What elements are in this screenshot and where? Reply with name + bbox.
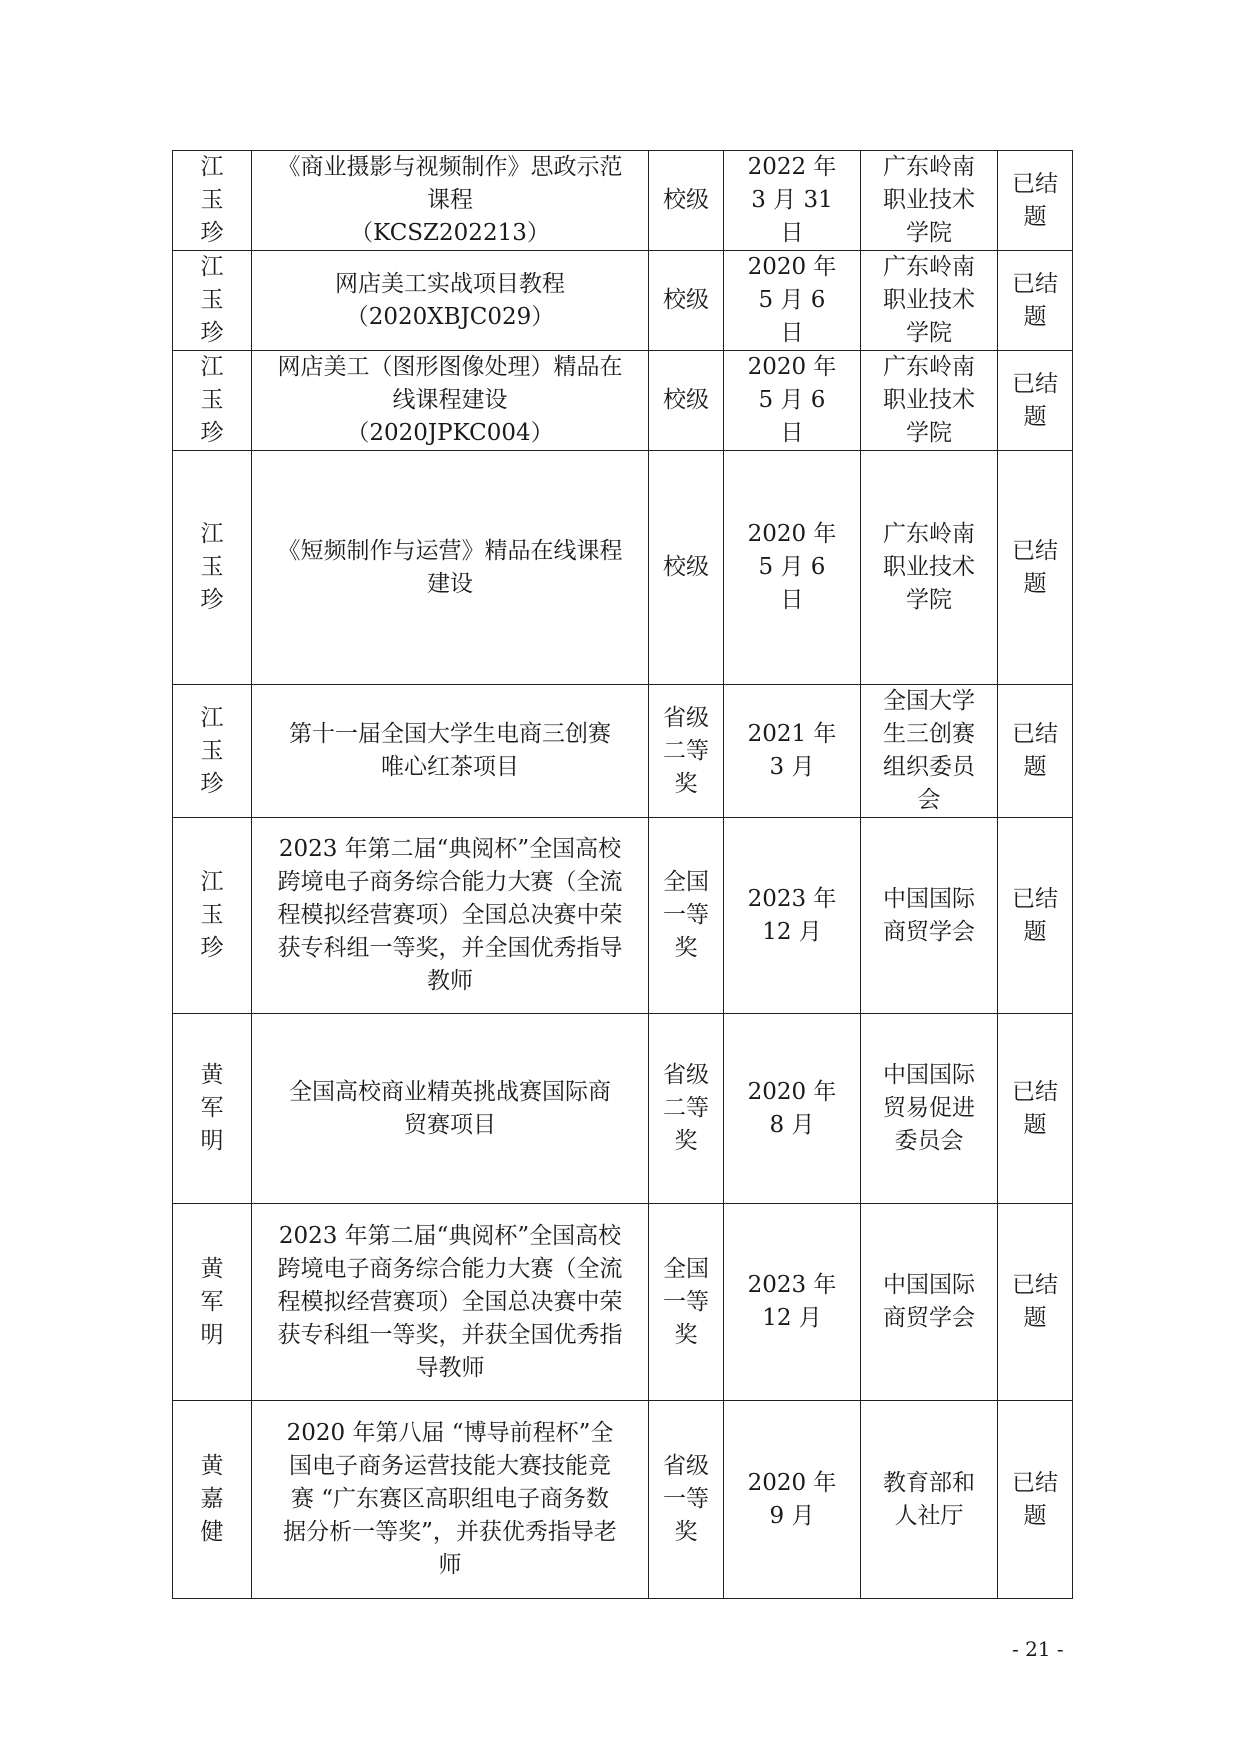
status-cell: 已结题 xyxy=(998,1204,1073,1401)
member-name: 江玉珍 xyxy=(200,254,224,346)
project-content-line: 教师 xyxy=(427,968,473,994)
table-row xyxy=(173,1014,1073,1204)
project-content-cell xyxy=(252,151,649,251)
project-content-cell xyxy=(252,451,649,685)
project-content-line: （2020XBJC029） xyxy=(345,303,555,330)
project-content-line: 导教师 xyxy=(415,1354,485,1381)
project-content-line: 全国高校商业精英挑战赛国际商 xyxy=(289,1078,611,1105)
member-name: 江玉珍 xyxy=(200,354,224,446)
member-name: 江玉珍 xyxy=(200,154,224,246)
project-content-line: 《商业摄影与视频制作》思政示范 xyxy=(277,154,623,180)
project-content-line: 2023 年第二届“典阅杯”全国高校 xyxy=(278,1222,622,1249)
level-cell: 省级一等奖 xyxy=(649,1401,724,1599)
table-row xyxy=(173,1401,1073,1599)
level-cell: 全国一等奖 xyxy=(649,1204,724,1401)
level-cell: 校级 xyxy=(649,351,724,451)
project-content-line: 跨境电子商务综合能力大赛（全流 xyxy=(277,869,623,895)
project-content-cell xyxy=(252,251,649,351)
status-cell: 已结题 xyxy=(998,251,1073,351)
member-name: 江玉珍 xyxy=(200,869,224,961)
member-name-cell xyxy=(173,685,252,818)
table-row xyxy=(173,1204,1073,1401)
project-content-cell xyxy=(252,1401,649,1599)
project-content-cell xyxy=(252,1204,649,1401)
status-cell: 已结题 xyxy=(998,1014,1073,1204)
project-table-body xyxy=(173,151,1073,1599)
organization-cell: 中国国际商贸学会 xyxy=(861,1204,998,1401)
member-name-cell xyxy=(173,151,252,251)
project-content-line: 获专科组一等奖，并全国优秀指导 xyxy=(277,935,623,961)
table-row xyxy=(173,818,1073,1014)
member-name: 黄嘉健 xyxy=(200,1453,224,1545)
member-name-cell xyxy=(173,351,252,451)
project-content-cell xyxy=(252,818,649,1014)
organization-cell: 广东岭南职业技术学院 xyxy=(861,351,998,451)
status-cell: 已结题 xyxy=(998,1401,1073,1599)
date-cell: 2020 年 9 月 xyxy=(724,1401,861,1599)
date-cell: 2020 年 5 月 6 日 xyxy=(724,451,861,685)
project-content-cell xyxy=(252,351,649,451)
project-content-line: 线课程建设 xyxy=(392,387,508,413)
status-cell: 已结题 xyxy=(998,351,1073,451)
member-name-cell xyxy=(173,1014,252,1204)
project-content-line: 据分析一等奖”，并获优秀指导老 xyxy=(283,1519,617,1545)
project-content-line: 网店美工实战项目教程 xyxy=(335,270,565,297)
status-cell: 已结题 xyxy=(998,685,1073,818)
organization-cell: 中国国际商贸学会 xyxy=(861,818,998,1014)
table-row xyxy=(173,685,1073,818)
level-cell: 校级 xyxy=(649,151,724,251)
member-name: 黄军明 xyxy=(200,1255,224,1348)
project-content-line: 获专科组一等奖，并获全国优秀指 xyxy=(277,1321,623,1348)
level-cell: 全国一等奖 xyxy=(649,818,724,1014)
project-content-cell xyxy=(252,1014,649,1204)
project-table xyxy=(172,150,1073,1599)
organization-cell: 广东岭南职业技术学院 xyxy=(861,251,998,351)
date-cell: 2023 年 12 月 xyxy=(724,818,861,1014)
member-name: 黄军明 xyxy=(200,1062,224,1154)
project-content-line: （2020JPKC004） xyxy=(346,420,554,446)
level-cell: 省级二等奖 xyxy=(649,685,724,818)
table-row xyxy=(173,251,1073,351)
project-content-cell xyxy=(252,685,649,818)
table-row xyxy=(173,151,1073,251)
level-cell: 校级 xyxy=(649,251,724,351)
status-cell: 已结题 xyxy=(998,451,1073,685)
page-number: - 21 - xyxy=(1012,1637,1064,1661)
member-name-cell xyxy=(173,451,252,685)
project-content-line: 程模拟经营赛项）全国总决赛中荣 xyxy=(277,1288,623,1315)
member-name-cell xyxy=(173,251,252,351)
status-cell: 已结题 xyxy=(998,151,1073,251)
organization-cell: 中国国际贸易促进委员会 xyxy=(861,1014,998,1204)
project-content-line: （KCSZ202213） xyxy=(350,220,550,246)
member-name: 江玉珍 xyxy=(200,521,224,613)
member-name-cell xyxy=(173,1204,252,1401)
organization-cell: 广东岭南职业技术学院 xyxy=(861,451,998,685)
project-content-line: 程模拟经营赛项）全国总决赛中荣 xyxy=(277,902,623,928)
table-row xyxy=(173,351,1073,451)
project-content-line: 《短频制作与运营》精品在线课程 xyxy=(277,537,623,564)
table-row xyxy=(173,451,1073,685)
project-content-line: 建设 xyxy=(427,570,473,597)
status-cell: 已结题 xyxy=(998,818,1073,1014)
project-content-line: 2023 年第二届“典阅杯”全国高校 xyxy=(278,836,622,862)
project-content-line: 第十一届全国大学生电商三创赛 xyxy=(289,721,611,747)
member-name: 江玉珍 xyxy=(200,704,224,797)
level-cell: 校级 xyxy=(649,451,724,685)
project-content-line: 贸赛项目 xyxy=(404,1111,496,1138)
date-cell: 2021 年 3 月 xyxy=(724,685,861,818)
project-content-line: 课程 xyxy=(427,187,473,213)
project-content-line: 2020 年第八届 “博导前程杯”全 xyxy=(286,1420,614,1446)
member-name-cell xyxy=(173,818,252,1014)
project-content-line: 网店美工（图形图像处理）精品在 xyxy=(277,354,623,380)
date-cell: 2022 年 3 月 31 日 xyxy=(724,151,861,251)
member-name-cell xyxy=(173,1401,252,1599)
organization-cell: 教育部和人社厅 xyxy=(861,1401,998,1599)
date-cell: 2020 年 5 月 6 日 xyxy=(724,351,861,451)
project-content-line: 跨境电子商务综合能力大赛（全流 xyxy=(277,1255,623,1282)
project-content-line: 国电子商务运营技能大赛技能竞 xyxy=(289,1453,611,1479)
level-cell: 省级二等奖 xyxy=(649,1014,724,1204)
date-cell: 2020 年 5 月 6 日 xyxy=(724,251,861,351)
date-cell: 2020 年 8 月 xyxy=(724,1014,861,1204)
organization-cell: 全国大学生三创赛组织委员会 xyxy=(861,685,998,818)
project-content-line: 赛 “广东赛区高职组电子商务数 xyxy=(290,1486,610,1512)
organization-cell: 广东岭南职业技术学院 xyxy=(861,151,998,251)
date-cell: 2023 年 12 月 xyxy=(724,1204,861,1401)
project-content-line: 师 xyxy=(438,1552,462,1578)
project-content-line: 唯心红茶项目 xyxy=(381,754,519,780)
